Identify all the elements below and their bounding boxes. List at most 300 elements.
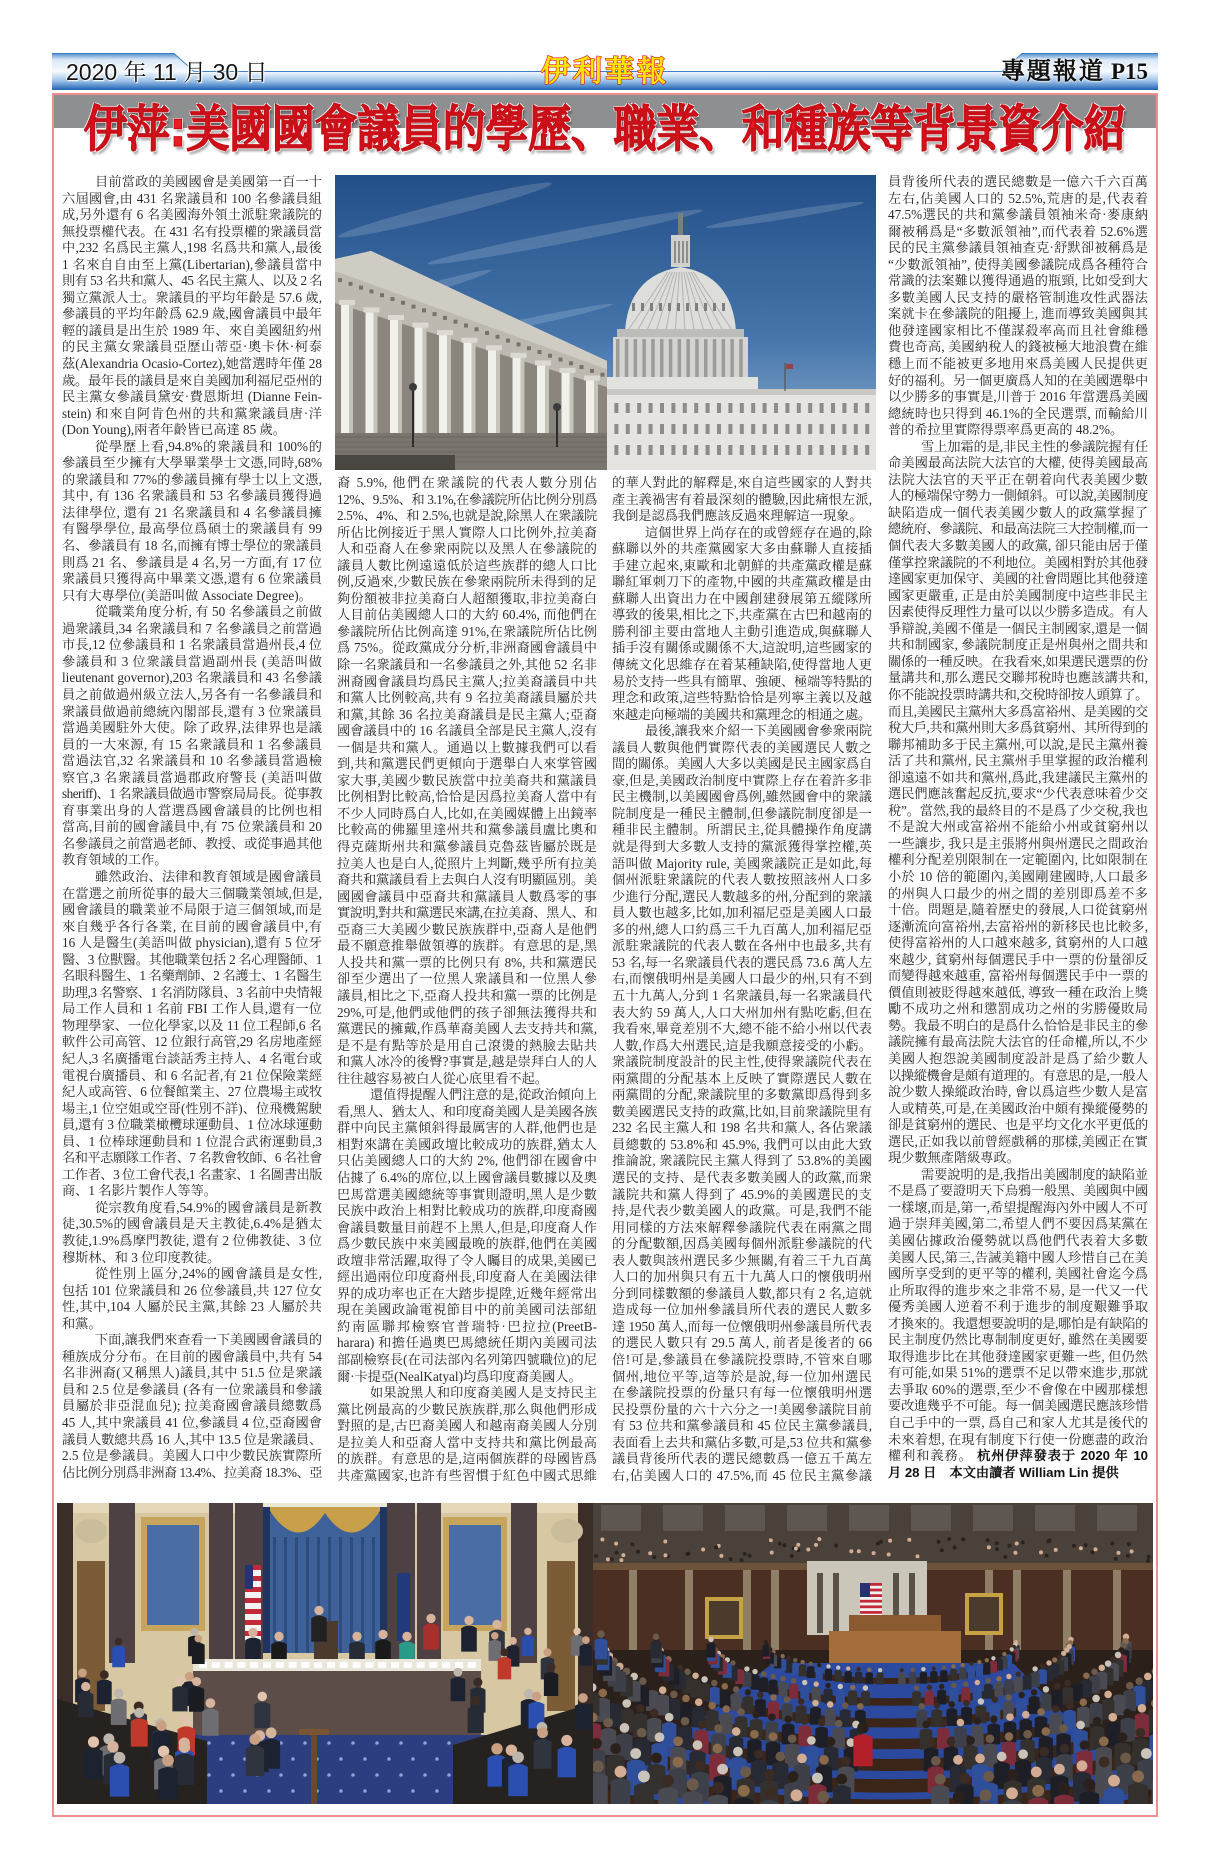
person-head [802, 1680, 807, 1685]
frieze-ornament [590, 369, 594, 373]
person-head [1052, 1705, 1060, 1713]
line-text: 個代表大多數美國人的政黨, 卻只能由居于僅 [888, 538, 1148, 554]
text-line [337, 822, 597, 839]
text-line [337, 1054, 597, 1071]
text-line [62, 952, 322, 969]
person-head [115, 1638, 123, 1646]
lantern-window [686, 241, 688, 263]
dais-papers [404, 1662, 412, 1668]
gallery-window [849, 1505, 889, 1531]
carpet-star [303, 1741, 307, 1745]
line-text: 蘇聯以外的共產黨國家大多由蘇聯人直接插 [612, 541, 872, 557]
gallery-spectator [1147, 1555, 1151, 1559]
text-line [337, 640, 597, 657]
text-line [337, 806, 597, 823]
wing-window [728, 445, 732, 455]
person-body [461, 1626, 477, 1652]
gallery-spectator [729, 1557, 733, 1561]
line-text: 員和 2.5 位是參議員 (各有一位衆議員和參議 [62, 1381, 322, 1397]
line-text: 從宗教角度看,54.9%的國會議員是新教 [95, 1199, 322, 1215]
gallery-spectator [614, 1542, 618, 1546]
text-line [337, 690, 597, 707]
text-line [337, 1021, 597, 1038]
portrait [709, 1601, 739, 1635]
person-head [846, 1666, 850, 1670]
gallery-spectator [740, 1558, 744, 1562]
text-line [62, 753, 322, 770]
person-head [939, 1684, 944, 1689]
gallery-spectator [1072, 1544, 1076, 1548]
frieze-ornament [401, 301, 405, 305]
gallery-spectator [1008, 1544, 1012, 1548]
text-line [888, 1051, 1148, 1068]
line-text: 教育領域的工作。 [62, 852, 168, 868]
person-body [1079, 1791, 1099, 1804]
dome-cornice [617, 329, 744, 337]
person-head [733, 1686, 739, 1692]
line-text: 來越少, 貧窮州每個選民手中一票的份量卻反 [888, 951, 1148, 967]
person-body [202, 1709, 218, 1736]
person-body [1023, 1675, 1032, 1690]
person-body [976, 1664, 983, 1676]
person-head [107, 1741, 118, 1752]
text-line [62, 422, 322, 439]
carpet-star [363, 1789, 367, 1793]
curtain-fold [372, 1537, 375, 1653]
person-body [937, 1728, 950, 1749]
paragraph-first-line [888, 1167, 1148, 1184]
drum-column-gap [678, 339, 682, 377]
person-head [997, 1654, 1001, 1658]
text-line [62, 704, 322, 721]
column-capital [535, 360, 551, 365]
text-line [612, 1369, 872, 1386]
line-text: 參議院所佔比例高達 91%,在衆議院所佔比例 [337, 623, 597, 639]
eagle-carving [551, 1519, 583, 1543]
text-line [62, 207, 322, 224]
text-line [888, 224, 1148, 241]
curtain-fold [295, 1537, 298, 1653]
line-text: 關係的一種反映。在我看來,如果選民選票的份 [888, 653, 1148, 669]
wing-window [820, 424, 824, 434]
text-line [337, 1253, 597, 1270]
person-head [754, 1749, 764, 1759]
wing-window [728, 424, 732, 434]
frieze-ornament [412, 305, 416, 309]
frieze-ornament [391, 297, 395, 301]
wing-window [808, 445, 812, 455]
person-head [1091, 1669, 1097, 1675]
gallery-spectator [606, 1557, 610, 1561]
person-head [114, 1689, 123, 1698]
text-line [62, 1216, 322, 1233]
wing-window [797, 403, 801, 413]
line-text: 產主義禍害有着最深刻的體驗,因此痛恨左派, [612, 491, 872, 507]
person-head [491, 1632, 499, 1640]
line-text: 當高,目前的國會議員中,有 75 位衆議員和 20 [62, 819, 322, 835]
text-line [888, 968, 1148, 985]
text-line [62, 1299, 322, 1316]
person-body [1041, 1693, 1052, 1711]
text-line [337, 707, 597, 724]
column-shade [545, 365, 549, 437]
person-head [651, 1753, 662, 1764]
frieze-ornament [580, 365, 584, 369]
curtain-fold [306, 1537, 309, 1653]
paragraph-first-line [612, 525, 872, 542]
person-body [799, 1664, 806, 1676]
text-line [62, 224, 322, 241]
text-line [337, 1418, 597, 1435]
gallery-spectator [995, 1541, 999, 1545]
text-line [62, 1349, 322, 1366]
line-text: 2.5%、4%、和 2.5%,也就是說,除黑人在衆議院 [337, 508, 597, 524]
person-body [925, 1690, 934, 1705]
person-head [1080, 1740, 1090, 1750]
person-head [491, 1743, 502, 1754]
paragraph-first-line [337, 1385, 597, 1402]
us-flag-stripe [245, 1620, 261, 1625]
text-line [62, 389, 322, 406]
gallery-spectator [817, 1537, 821, 1541]
text-line [888, 389, 1148, 406]
person-body [807, 1666, 814, 1678]
line-text: 需要說明的是,我指出美國制度的缺陷並 [921, 1166, 1148, 1182]
frieze-ornament [359, 286, 363, 290]
gallery-window [663, 1505, 703, 1531]
text-line [888, 1034, 1148, 1051]
person-body [909, 1672, 916, 1684]
person-body [853, 1734, 872, 1766]
person-body [658, 1787, 678, 1804]
text-line [612, 955, 872, 972]
line-text: 政壇非常活躍,取得了令人矚目的成果,美國已 [337, 1252, 597, 1268]
text-line [62, 1382, 322, 1399]
line-text: 名和平志願隊工作者、7 名教會牧師、6 名社會 [62, 1150, 322, 1166]
person-head [1092, 1695, 1100, 1703]
gallery-spectator [1048, 1539, 1052, 1543]
line-text: 選民,正如我以前曾經戲稱的那樣,美國正在實 [888, 1133, 1148, 1149]
person-head [1110, 1656, 1116, 1662]
gallery-spectator [714, 1545, 718, 1549]
person-body [940, 1670, 947, 1682]
line-text: 下面,讓我們來查看一下美國國會議員的 [95, 1332, 322, 1348]
line-text: 和黨人冰冷的後臀?事實是,越是崇拜白人的人 [337, 1054, 597, 1070]
line-text: 而變得越來越重, 富裕州每個選民手中一票的 [888, 968, 1148, 984]
person-head [537, 1727, 548, 1738]
text-line [62, 1465, 322, 1482]
text-line [62, 836, 322, 853]
column-shade [447, 335, 451, 437]
line-text: 電視台廣播員、和 6 名記者,有 21 位保險業經 [62, 1067, 322, 1083]
gallery-window [725, 1505, 765, 1531]
person-head [867, 1668, 871, 1672]
gallery-spectator [743, 1552, 747, 1556]
person-head [543, 1648, 551, 1656]
person-body [707, 1643, 716, 1658]
text-line [888, 1332, 1148, 1349]
wing-window [740, 403, 744, 413]
line-text: 我倒是認爲我們應該反過來理解這一現象。 [612, 508, 863, 524]
text-line [612, 971, 872, 988]
person-head [990, 1715, 998, 1723]
line-text: 選民們應該奮起反抗,要求“少代表意味着少交 [888, 786, 1148, 802]
line-text: 這個世界上尚存在的或曾經存在過的,除 [645, 524, 872, 540]
text-line [888, 770, 1148, 787]
line-text: 12%、9.5%、和 3.1%,在參議院所佔比例分別爲 [337, 491, 597, 507]
text-line [888, 1068, 1148, 1085]
gallery-spectator [953, 1546, 957, 1550]
marble-column [817, 1573, 823, 1633]
line-text: 傳統文化思維存在着某種缺陷,使得當地人更 [612, 657, 872, 673]
wing-window [808, 424, 812, 434]
drum-column-gap [634, 339, 638, 377]
gallery-spectator [1127, 1542, 1131, 1546]
person-head [1074, 1676, 1080, 1682]
wing-window [717, 424, 721, 434]
text-line [62, 1316, 322, 1333]
line-text: 人和亞裔人在參衆兩院以及黑人在參議院的 [337, 541, 597, 557]
person-head [827, 1701, 833, 1707]
line-text: 53 名,每一名衆議員代表的選民爲 73.6 萬人左 [612, 954, 872, 970]
text-line [337, 541, 597, 558]
wing-window [763, 424, 767, 434]
person-head [986, 1734, 995, 1743]
text-line [612, 1220, 872, 1237]
frieze-ornament [433, 312, 437, 316]
line-text: 不是說大州或富裕州不能給小州或貧窮州以 [888, 819, 1148, 835]
curtain-fold [339, 1537, 342, 1653]
carpet-star [303, 1773, 307, 1777]
line-text: 穆斯林、和 3 位印度教徒。 [62, 1249, 221, 1265]
line-text: 民投票份量的六十六分之一!美國參議院目前 [612, 1401, 872, 1417]
line-text: 佔比例分別爲非洲裔 13.4%、拉美裔 18.3%、亞 [62, 1464, 322, 1480]
line-text: 民主黨女參議員黛安·費恩斯坦 (Dianne Fein- [62, 389, 322, 405]
person-body [954, 1727, 967, 1748]
line-text: 選民的支持、是代表多數美國人的政黨,而衆 [612, 1169, 872, 1185]
person-head [978, 1698, 984, 1704]
person-body [994, 1682, 1003, 1697]
person-head [134, 1708, 144, 1718]
frieze-ornament [548, 354, 552, 358]
dais-papers [455, 1662, 463, 1668]
frieze-ornament [475, 327, 479, 331]
lectern-post [311, 1735, 317, 1804]
dais-papers [353, 1662, 361, 1668]
line-text: 價值則被貶得越來越低, 導致一種在政治上獎 [888, 984, 1148, 1000]
gallery-spectator [876, 1542, 880, 1546]
lamp [553, 403, 561, 411]
line-text: 美國人抱怨說美國制度設計是爲了給少數人 [888, 1050, 1148, 1066]
person-body [1128, 1783, 1148, 1804]
text-line [62, 786, 322, 803]
person-head [1002, 1652, 1006, 1656]
wing-window [660, 403, 664, 413]
line-text: 國所享受到的更平等的權利, 美國社會迄今爲 [888, 1266, 1148, 1282]
line-text: 分到同樣數額的參議員人數,都只有 2 名,這就 [612, 1285, 872, 1301]
wing-window [751, 424, 755, 434]
line-text: 醫、3 位獸醫。其他職業包括 2 名心理醫師、1 [62, 951, 322, 967]
wing-window [854, 403, 858, 413]
text-line [612, 773, 872, 790]
wing-window [797, 424, 801, 434]
dome-window [650, 303, 653, 311]
text-line [888, 869, 1148, 886]
text-line [888, 273, 1148, 290]
person-head [737, 1708, 745, 1716]
text-line [888, 852, 1148, 869]
text-line [337, 674, 597, 691]
line-text: 表大約 59 萬人,人口大州加州有點吃虧,但在 [612, 1004, 872, 1020]
line-text: 普的希拉里實際得票率爲更高的 48.2%。 [888, 422, 1124, 438]
person-head [1006, 1787, 1018, 1799]
person-head [733, 1747, 743, 1757]
text-line [612, 1352, 872, 1369]
text-line [888, 1365, 1148, 1382]
line-text: 民主機制,以美國國會爲例,雖然國會中的衆議 [612, 789, 872, 805]
text-line [888, 1382, 1148, 1399]
person-head [78, 1669, 87, 1678]
line-text: 易於支持一些具有簡單、強硬、極端等特點的 [612, 673, 872, 689]
person-head [701, 1676, 707, 1682]
gallery-spectator [664, 1553, 668, 1557]
person-body [984, 1684, 993, 1699]
line-text: 現少數無產階級專政。 [888, 1150, 1020, 1166]
text-line [612, 922, 872, 939]
person-head [610, 1743, 621, 1754]
person-head [1005, 1694, 1011, 1700]
text-line [612, 822, 872, 839]
text-line [612, 1418, 872, 1435]
gallery-spectator [1039, 1550, 1043, 1554]
line-text: 的分配數額,因爲美國每個州派駐參議院的代 [612, 1236, 872, 1252]
gallery-spectator [600, 1538, 604, 1542]
text-line [337, 1468, 597, 1485]
text-line [337, 624, 597, 641]
gallery-spectator [685, 1552, 689, 1556]
text-line [62, 670, 322, 687]
line-text: 勝利卻主要由當地人主動引進造成,與蘇聯人 [612, 623, 872, 639]
line-text: 國家更嚴重, 正是由於美國制度中這些非民主 [888, 587, 1148, 603]
person-head [740, 1767, 751, 1778]
person-head [670, 1691, 678, 1699]
text-line [612, 1187, 872, 1204]
line-text: 表人數與該州選民多少無關,有着三千九百萬 [612, 1252, 872, 1268]
line-text: 名參議員之前當過老師、教授、或從事過其他 [62, 835, 322, 851]
person-body [595, 1638, 608, 1659]
line-text: 一些讓步, 我只是主張將州與州選民之間政治 [888, 835, 1148, 851]
wing-window [614, 403, 618, 413]
person-head [181, 1715, 191, 1725]
carpet-star [351, 1741, 355, 1745]
person-body [950, 1669, 957, 1681]
line-text: 輕的議員是出生於 1989 年、來自美國紐約州 [62, 322, 322, 338]
gallery-spectator [849, 1549, 853, 1553]
paragraph-first-line [888, 439, 1148, 456]
person-head [258, 1692, 268, 1702]
text-line [337, 1352, 597, 1369]
text-line [62, 191, 322, 208]
person-head [185, 1672, 194, 1681]
gallery-spectator [814, 1543, 818, 1547]
line-text: 員總數的 53.8%和 45.9%, 我們可以由此大致 [612, 1136, 872, 1152]
text-line [337, 1170, 597, 1187]
person-head [784, 1696, 790, 1702]
gallery-spectator [940, 1548, 944, 1552]
text-line [62, 373, 322, 390]
text-line [888, 406, 1148, 423]
text-line [888, 1448, 1148, 1465]
dais-papers [263, 1662, 271, 1668]
person-head [935, 1774, 946, 1785]
person-head [1099, 1736, 1109, 1746]
line-text: 物理學家、一位化學家,以及 11 位工程師,6 名 [62, 1017, 322, 1033]
person-head [603, 1718, 613, 1728]
gallery-spectator [719, 1554, 723, 1558]
line-text: 達國家更加保守、美國的社會問題比其他發達 [888, 571, 1148, 587]
line-text: 察官,3 名衆議員當過郡政府警長 (美語叫做 [62, 769, 322, 785]
person-body [544, 1672, 558, 1696]
text-line [888, 753, 1148, 770]
person-body [792, 1663, 799, 1675]
text-line [62, 1034, 322, 1051]
person-head [997, 1752, 1007, 1762]
lectern-top [299, 1729, 329, 1735]
text-line [337, 492, 597, 509]
dais-papers [417, 1662, 425, 1668]
text-line [62, 1233, 322, 1250]
line-text: 議員,相比之下,亞裔人投共和黨一票的比例是 [337, 987, 597, 1003]
person-head [659, 1686, 667, 1694]
foreground-shadow [335, 455, 455, 470]
line-text: 議員人數與他們實際代表的美國選民人數之 [612, 739, 872, 755]
wall-pilaster [771, 1570, 779, 1650]
person-head [768, 1713, 776, 1721]
line-text: 你不能說投票時講共和,交稅時卻按人頭算了。 [888, 686, 1148, 702]
text-line [612, 1269, 872, 1286]
line-text: 亞裔三大美國少數民族族群中,亞裔人是他們 [337, 921, 597, 937]
wing-window [626, 403, 630, 413]
text-line [888, 720, 1148, 737]
person-head [1076, 1721, 1085, 1730]
line-text: 稅”。當然,我的最終目的不是爲了少交稅,我也 [888, 802, 1148, 818]
person-body [683, 1791, 703, 1804]
text-line [337, 1335, 597, 1352]
wing-window [865, 424, 869, 434]
person-head [1132, 1770, 1144, 1782]
person-head [713, 1744, 723, 1754]
marble-column [833, 1573, 839, 1633]
eagle-carving [75, 1519, 107, 1543]
person-head [951, 1683, 956, 1688]
text-line [612, 1335, 872, 1352]
person-body [634, 1783, 654, 1804]
text-line [612, 1468, 872, 1485]
text-line [337, 1435, 597, 1452]
text-line [62, 687, 322, 704]
line-text: 約南區聯邦檢察官普瑞特·巴拉拉(PreetB- [337, 1318, 597, 1334]
line-text: 卻遠遠不如共和黨州,爲此,我建議民主黨州的 [888, 769, 1148, 785]
curtain-fold [284, 1537, 287, 1653]
person-head [900, 1668, 904, 1672]
carpet-star [327, 1773, 331, 1777]
text-line [888, 356, 1148, 373]
text-line [612, 938, 872, 955]
line-text: 費也奇高, 美國納稅人的錢被極大地浪費在維 [888, 339, 1148, 355]
gallery-spectator [1003, 1555, 1007, 1559]
line-text: 紀人,3 名廣播電台談話秀主持人、4 名電台或 [62, 1050, 322, 1066]
person-head [1083, 1779, 1095, 1791]
